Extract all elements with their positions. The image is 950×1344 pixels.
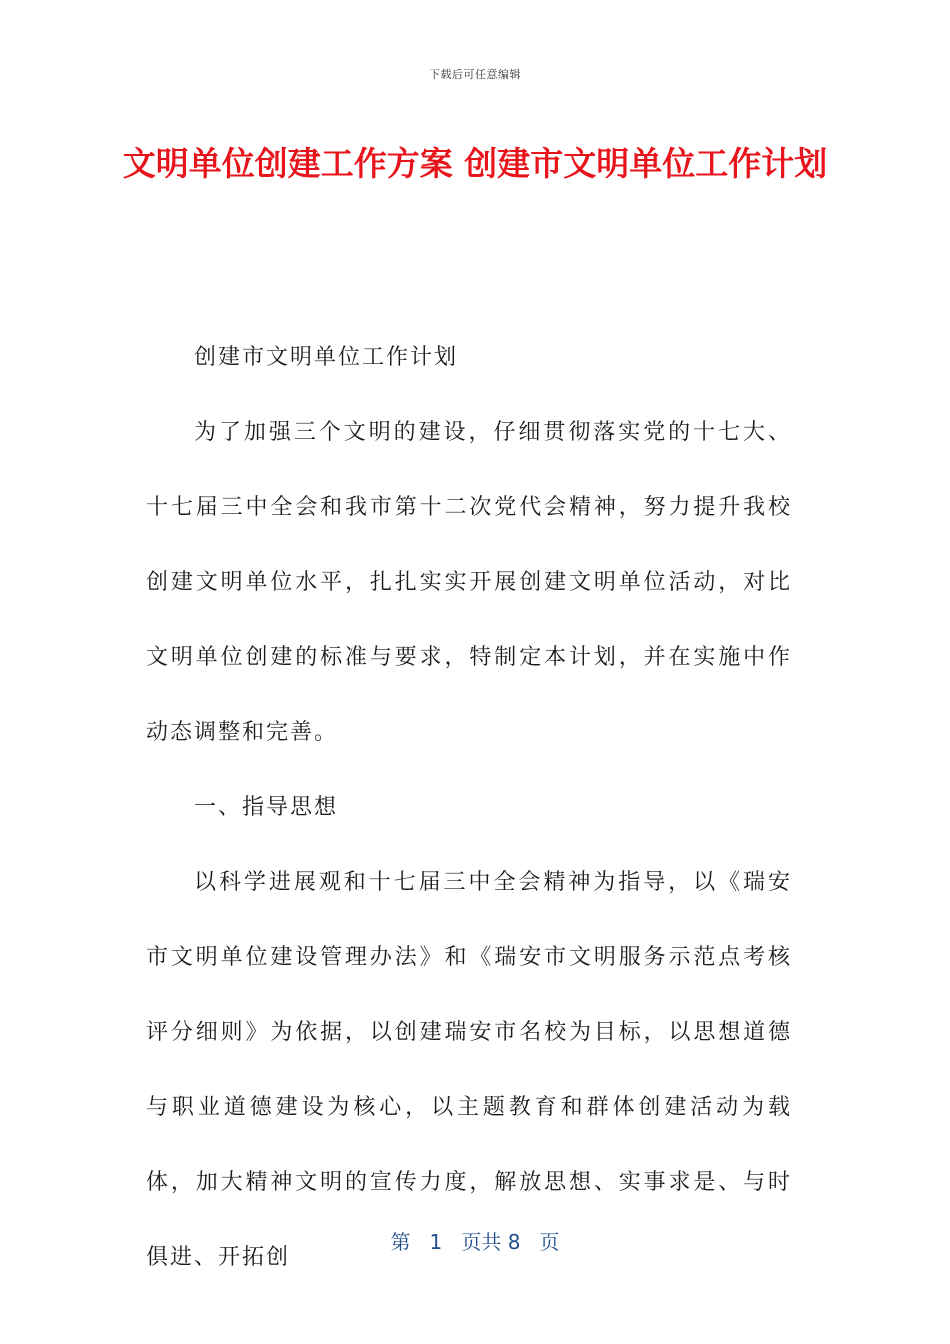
page-label-prefix: 第 [390,1230,411,1254]
page-number: 1 [429,1230,443,1254]
document-title: 文明单位创建工作方案 创建市文明单位工作计划 [122,144,828,183]
paragraph-intro: 为了加强三个文明的建设，仔细贯彻落实党的十七大、十七届三中全会和我市第十二次党代会精神，努力提升我校创建文明单位水平，扎扎实实开展创建文明单位活动，对比文明单位创建的标准与要求，特制定本计划，并在实施中作动态调整和完善。 [146,420,792,745]
section-heading-guiding-thought: 一、指导思想 [194,795,339,820]
document-body [146,320,792,1295]
page-label-suffix: 页 [539,1230,560,1254]
header-note: 下载后可任意编辑 [429,68,521,81]
paragraph-subtitle: 创建市文明单位工作计划 [194,345,459,370]
page-label-middle: 页共 [461,1230,502,1254]
page-total: 8 [507,1230,521,1254]
paragraph-guiding-thought: 以科学进展观和十七届三中全会精神为指导，以《瑞安市文明单位建设管理办法》和《瑞安市文明服务示范点考核评分细则》为依据，以创建瑞安市名校为目标，以思想道德与职业道德建设为核心，以主题教育和群体创建活动为载体，加大精神文明的宣传力度，解放思想、实事求是、与时俱进、开拓创 [146,870,792,1270]
page-footer [0,1226,950,1255]
